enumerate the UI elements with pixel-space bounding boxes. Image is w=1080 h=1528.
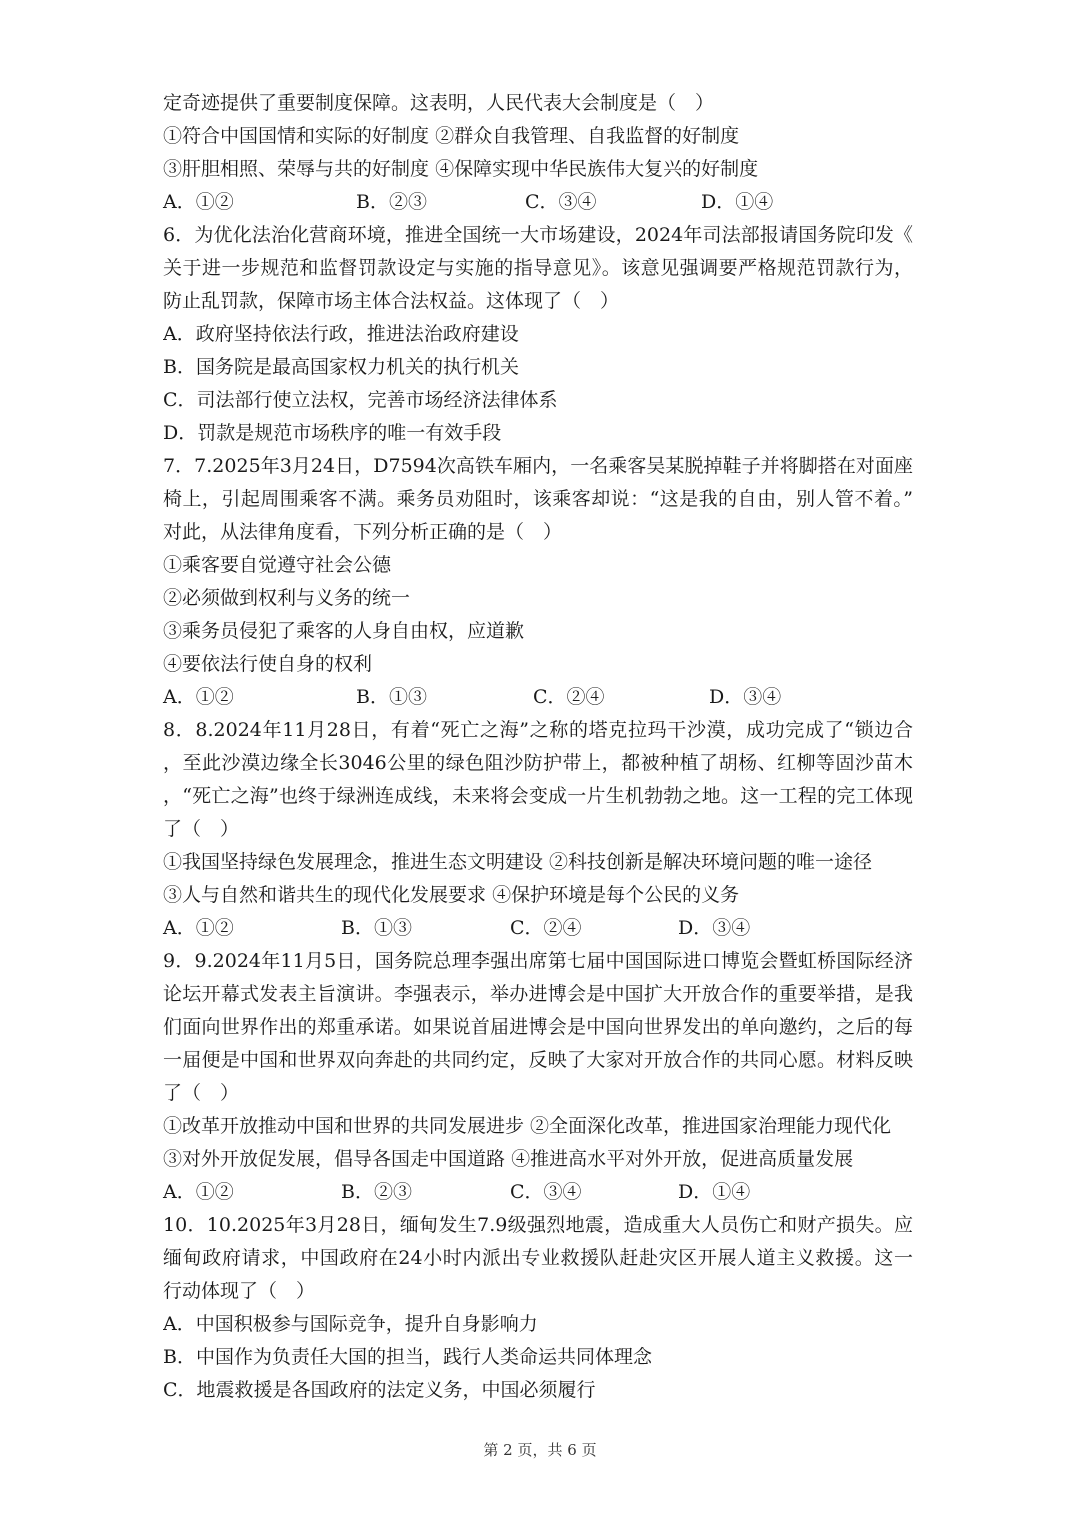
q6-stem-line1: 6．为优化法治化营商环境，推进全国统一大市场建设，2024年司法部报请国务院印发《 [163,224,913,246]
q5-statements-row1 [163,121,913,151]
q8-option-b[interactable]: B．①③ [341,917,412,939]
q5-option-d[interactable]: D．①④ [701,191,774,213]
q10-stem-line1: 10．10.2025年3月28日，缅甸发生7.9级强烈地震，造成重大人员伤亡和财产损失。应 [163,1214,913,1236]
q8-option-a[interactable]: A．①② [163,917,234,939]
q8-stem-line4: 了（ ） [163,818,240,840]
q9-stem-line2: 论坛开幕式发表主旨演讲。李强表示，举办进博会是中国扩大开放合作的重要举措，是我 [163,983,913,1005]
q9-option-d[interactable]: D．①④ [678,1181,751,1203]
q6-stem-line3: 防止乱罚款，保障市场主体合法权益。这体现了（ ） [163,290,620,312]
q5-stem-tail: 定奇迹提供了重要制度保障。这表明，人民代表大会制度是（ ） [163,92,715,114]
q6-option-d[interactable]: D．罚款是规范市场秩序的唯一有效手段 [163,422,502,444]
q10-option-b[interactable]: B．中国作为负责任大国的担当，践行人类命运共同体理念 [163,1346,652,1368]
q5-statement-1: ①符合中国国情和实际的好制度 [163,125,430,147]
q7-stem-line1: 7．7.2025年3月24日，D7594次高铁车厢内，一名乘客吴某脱掉鞋子并将脚搭在对面座 [163,455,913,477]
q9-stem-line5: 了（ ） [163,1082,240,1104]
q8-statements-row2 [163,880,913,910]
q6-option-b[interactable]: B．国务院是最高国家权力机关的执行机关 [163,356,519,378]
q7-option-d[interactable]: D．③④ [709,686,782,708]
q10-option-c[interactable]: C．地震救援是各国政府的法定义务，中国必须履行 [163,1379,596,1401]
q10-stem-line2: 缅甸政府请求，中国政府在24小时内派出专业救援队赶赴灾区开展人道主义救援。这一 [163,1247,913,1269]
q5-option-b[interactable]: B．②③ [356,191,427,213]
q9-statements-row2 [163,1144,913,1174]
q9-option-b[interactable]: B．②③ [341,1181,412,1203]
q7-statement-1: ①乘客要自觉遵守社会公德 [163,554,392,576]
q8-option-d[interactable]: D．③④ [678,917,751,939]
q8-statement-3: ③人与自然和谐共生的现代化发展要求 [163,884,487,906]
q7-stem-line2: 椅上，引起周围乘客不满。乘务员劝阻时，该乘客却说：“这是我的自由，别人管不着。” [163,488,913,510]
q7-option-b[interactable]: B．①③ [356,686,427,708]
q5-statement-2: ②群众自我管理、自我监督的好制度 [435,125,740,147]
q10-stem-line3: 行动体现了（ ） [163,1280,316,1302]
q8-statements-row1: ①我国坚持绿色发展理念，推进生态文明建设 ②科技创新是解决环境问题的唯一途径 [163,851,873,873]
page-footer: 第 2 页，共 6 页 [483,1441,597,1459]
q8-stem-line3: ，“死亡之海”也终于绿洲连成线，未来将会变成一片生机勃勃之地。这一工程的完工体现 [163,785,913,807]
q9-stem-line4: 一届便是中国和世界双向奔赴的共同约定，反映了大家对开放合作的共同心愿。材料反映 [163,1049,913,1071]
q9-statements-row1: ①改革开放推动中国和世界的共同发展进步 ②全面深化改革，推进国家治理能力现代化 [163,1115,892,1137]
q8-stem-line2: ，至此沙漠边缘全长3046公里的绿色阻沙防护带上，都被种植了胡杨、红柳等固沙苗木 [163,752,913,774]
q5-statement-4: ④保障实现中华民族伟大复兴的好制度 [435,158,759,180]
q10-option-a[interactable]: A．中国积极参与国际竞争，提升自身影响力 [163,1313,538,1335]
q9-option-a[interactable]: A．①② [163,1181,234,1203]
q8-stem-line1: 8．8.2024年11月28日，有着“死亡之海”之称的塔克拉玛干沙漠，成功完成了“锁边合 [163,719,913,741]
q9-stem-line1: 9．9.2024年11月5日，国务院总理李强出席第七届中国国际进口博览会暨虹桥国际经济 [163,950,913,972]
q7-option-a[interactable]: A．①② [163,686,234,708]
q6-stem-line2: 关于进一步规范和监督罚款设定与实施的指导意见》。该意见强调要严格规范罚款行为， [163,257,913,279]
q9-statement-3: ③对外开放促发展，倡导各国走中国道路 [163,1148,506,1170]
q6-option-c[interactable]: C．司法部行使立法权，完善市场经济法律体系 [163,389,558,411]
q5-option-c[interactable]: C．③④ [525,191,597,213]
q5-statements-row2 [163,154,913,184]
q7-statement-4: ④要依法行使自身的权利 [163,653,373,675]
q7-option-c[interactable]: C．②④ [533,686,605,708]
q9-statement-4: ④推进高水平对外开放，促进高质量发展 [511,1148,854,1170]
q6-option-a[interactable]: A．政府坚持依法行政，推进法治政府建设 [163,323,519,345]
q9-stem-line3: 们面向世界作出的郑重承诺。如果说首届进博会是中国向世界发出的单向邀约，之后的每 [163,1016,913,1038]
q9-option-c[interactable]: C．③④ [510,1181,582,1203]
q7-statement-2: ②必须做到权利与义务的统一 [163,587,411,609]
q8-option-c[interactable]: C．②④ [510,917,582,939]
q5-statement-3: ③肝胆相照、荣辱与共的好制度 [163,158,430,180]
q8-statement-4: ④保护环境是每个公民的义务 [492,884,740,906]
q7-statement-3: ③乘务员侵犯了乘客的人身自由权，应道歉 [163,620,525,642]
q7-stem-line3: 对此，从法律角度看，下列分析正确的是（ ） [163,521,563,543]
q5-option-a[interactable]: A．①② [163,191,234,213]
